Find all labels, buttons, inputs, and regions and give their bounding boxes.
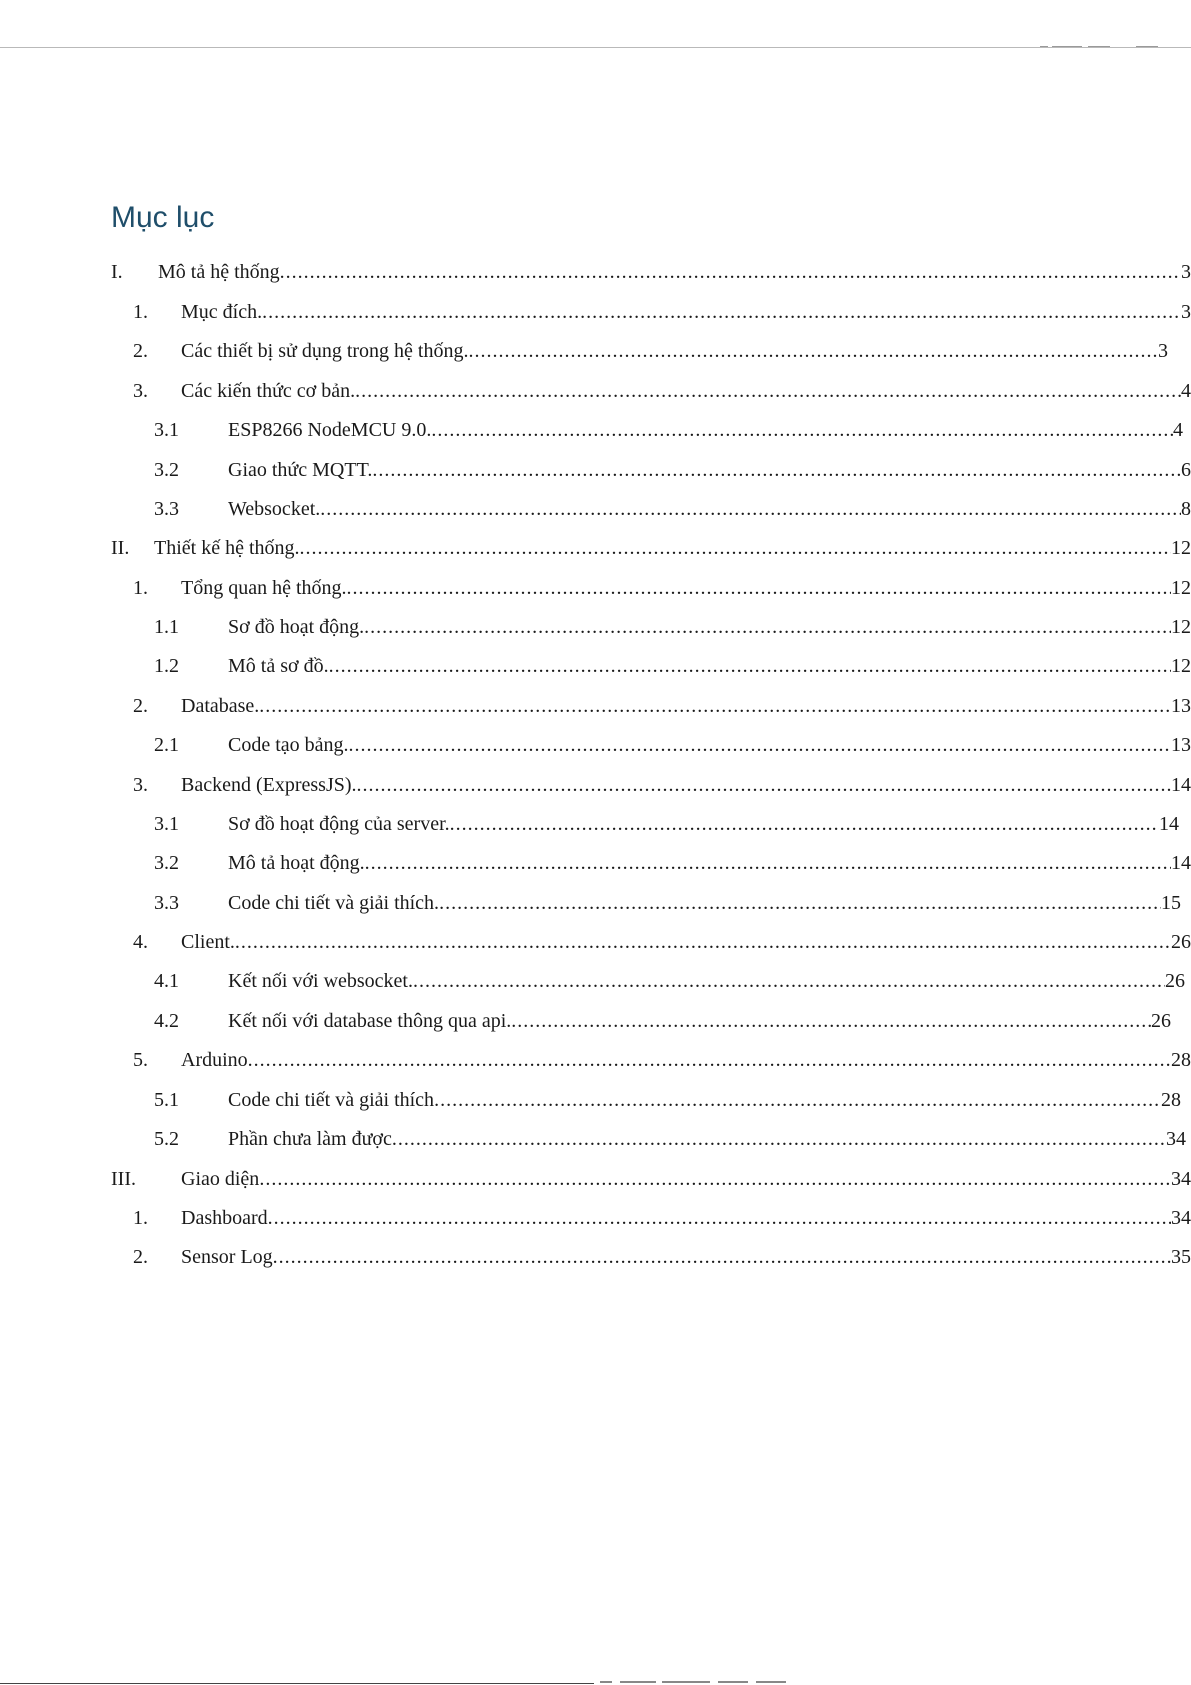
toc-page-number: 14 <box>1171 774 1191 796</box>
toc-number: 3.2 <box>154 459 179 481</box>
toc-leader <box>329 653 1171 679</box>
toc-number: 4.2 <box>154 1010 179 1032</box>
toc-label: Mục đích. <box>181 301 263 323</box>
toc-page-number: 26 <box>1171 931 1191 953</box>
toc-number: 2. <box>133 1246 148 1268</box>
toc-leader <box>262 299 1181 325</box>
toc-number: 3.3 <box>154 892 179 914</box>
toc-leader <box>357 772 1171 798</box>
toc-entry-2-3-3[interactable] <box>0 890 1191 916</box>
toc-number: 2.1 <box>154 734 179 756</box>
toc-number: 1.1 <box>154 616 179 638</box>
toc-page-number: 3 <box>1181 261 1191 283</box>
toc-entry-1-3[interactable] <box>0 378 1191 404</box>
toc-leader <box>372 457 1181 483</box>
toc-leader <box>300 535 1171 561</box>
toc-entry-1[interactable] <box>0 259 1191 285</box>
toc-leader <box>434 1087 1161 1113</box>
toc-leader <box>392 1126 1166 1152</box>
toc-page-number: 15 <box>1161 892 1181 914</box>
toc-leader <box>280 259 1181 285</box>
toc-entry-3-1[interactable] <box>0 1205 1191 1231</box>
toc-leader <box>450 811 1159 837</box>
toc-page-number: 3 <box>1158 340 1168 362</box>
toc-number: III. <box>111 1168 136 1190</box>
toc-page-number: 13 <box>1171 734 1191 756</box>
toc-number: II. <box>111 537 130 559</box>
toc-entry-1-3-3[interactable] <box>0 496 1191 522</box>
toc-entry-2-2[interactable] <box>0 693 1191 719</box>
toc-page-number: 28 <box>1171 1049 1191 1071</box>
toc-number: 4.1 <box>154 970 179 992</box>
toc-page-number: 34 <box>1166 1128 1186 1150</box>
toc-label: Giao diện <box>181 1168 260 1190</box>
page-footer-marks <box>600 1681 800 1684</box>
toc-entry-2-4-1[interactable] <box>0 968 1191 994</box>
toc-page-number: 8 <box>1181 498 1191 520</box>
toc-leader <box>439 890 1161 916</box>
toc-leader <box>431 417 1173 443</box>
toc-label: Các kiến thức cơ bản. <box>181 380 356 402</box>
toc-page-number: 35 <box>1171 1246 1191 1268</box>
toc-label: Mô tả hoạt động. <box>228 852 365 874</box>
toc-label: Dashboard <box>181 1207 268 1229</box>
toc-entry-3-2[interactable] <box>0 1244 1191 1270</box>
toc-leader <box>320 496 1181 522</box>
toc-label: Database. <box>181 695 260 717</box>
toc-number: 5.2 <box>154 1128 179 1150</box>
toc-page-number: 13 <box>1171 695 1191 717</box>
toc-number: 1. <box>133 1207 148 1229</box>
toc-label: Các thiết bị sử dụng trong hệ thống. <box>181 340 469 362</box>
toc-number: 3.1 <box>154 813 179 835</box>
toc-number: 5.1 <box>154 1089 179 1111</box>
toc-entry-1-3-1[interactable] <box>0 417 1191 443</box>
toc-page-number: 26 <box>1151 1010 1171 1032</box>
toc-heading: Mục lục <box>111 201 215 234</box>
toc-leader <box>268 1205 1171 1231</box>
toc-page-number: 3 <box>1181 301 1191 323</box>
toc-leader <box>273 1244 1171 1270</box>
toc-label: Code chi tiết và giải thích <box>228 1089 435 1111</box>
toc-entry-2-1[interactable] <box>0 575 1191 601</box>
toc-label: Code tạo bảng. <box>228 734 349 756</box>
toc-entry-2-5-2[interactable] <box>0 1126 1191 1152</box>
toc-entry-2-2-1[interactable] <box>0 732 1191 758</box>
toc-label: Websocket. <box>228 498 321 520</box>
toc-label: Sơ đồ hoạt động của server. <box>228 813 450 835</box>
toc-page-number: 28 <box>1161 1089 1181 1111</box>
toc-label: Code chi tiết và giải thích. <box>228 892 440 914</box>
toc-entry-2-4[interactable] <box>0 929 1191 955</box>
toc-number: 3. <box>133 380 148 402</box>
toc-leader <box>259 1166 1171 1192</box>
toc-label: Mô tả hệ thống <box>158 261 280 283</box>
toc-label: Sơ đồ hoạt động. <box>228 616 365 638</box>
toc-label: Arduino <box>181 1049 248 1071</box>
toc-leader <box>511 1008 1151 1034</box>
toc-entry-2-4-2[interactable] <box>0 1008 1191 1034</box>
toc-number: I. <box>111 261 123 283</box>
toc-entry-2-1-2[interactable] <box>0 653 1191 679</box>
toc-number: 3. <box>133 774 148 796</box>
toc-entry-2-3-2[interactable] <box>0 850 1191 876</box>
toc-page-number: 6 <box>1181 459 1191 481</box>
toc-label: ESP8266 NodeMCU 9.0. <box>228 419 432 441</box>
toc-page-number: 34 <box>1171 1168 1191 1190</box>
toc-entry-2-5-1[interactable] <box>0 1087 1191 1113</box>
toc-leader <box>347 575 1171 601</box>
toc-page-number: 12 <box>1171 577 1191 599</box>
toc-label: Backend (ExpressJS). <box>181 774 357 796</box>
toc-label: Kết nối với websocket. <box>228 970 413 992</box>
toc-page-number: 4 <box>1181 380 1191 402</box>
toc-leader <box>413 968 1165 994</box>
toc-page-number: 12 <box>1171 537 1191 559</box>
toc-page-number: 34 <box>1171 1207 1191 1229</box>
toc-page-number: 12 <box>1171 655 1191 677</box>
toc-leader <box>365 850 1171 876</box>
toc-leader <box>468 338 1158 364</box>
toc-entry-1-3-2[interactable] <box>0 457 1191 483</box>
toc-number: 5. <box>133 1049 148 1071</box>
toc-label: Phần chưa làm được <box>228 1128 392 1150</box>
toc-leader <box>235 929 1171 955</box>
toc-leader <box>259 693 1171 719</box>
toc-leader <box>355 378 1181 404</box>
toc-label: Sensor Log <box>181 1246 273 1268</box>
toc-page-number: 26 <box>1165 970 1185 992</box>
toc-number: 3.1 <box>154 419 179 441</box>
toc-entry-2-3-1[interactable] <box>0 811 1191 837</box>
toc-leader <box>248 1047 1171 1073</box>
page-footer-rule <box>0 1683 594 1684</box>
toc-page-number: 14 <box>1159 813 1179 835</box>
toc-entry-2[interactable] <box>0 535 1191 561</box>
toc-number: 3.3 <box>154 498 179 520</box>
toc-page-number: 14 <box>1171 852 1191 874</box>
toc-number: 2. <box>133 695 148 717</box>
toc-number: 1. <box>133 301 148 323</box>
toc-entry-2-3[interactable] <box>0 772 1191 798</box>
toc-entry-2-5[interactable] <box>0 1047 1191 1073</box>
toc-number: 1.2 <box>154 655 179 677</box>
toc-number: 2. <box>133 340 148 362</box>
toc-number: 1. <box>133 577 148 599</box>
toc-entry-1-2[interactable] <box>0 338 1191 364</box>
toc-entry-3[interactable] <box>0 1166 1191 1192</box>
toc-number: 3.2 <box>154 852 179 874</box>
toc-entry-2-1-1[interactable] <box>0 614 1191 640</box>
toc-entry-1-1[interactable] <box>0 299 1191 325</box>
toc-number: 4. <box>133 931 148 953</box>
toc-page-number: 12 <box>1171 616 1191 638</box>
toc-label: Tổng quan hệ thống. <box>181 577 347 599</box>
toc-label: Giao thức MQTT. <box>228 459 373 481</box>
toc-label: Client. <box>181 931 235 953</box>
toc-leader <box>364 614 1171 640</box>
toc-page-number: 4 <box>1173 419 1183 441</box>
toc-label: Thiết kế hệ thống. <box>154 537 300 559</box>
toc-label: Kết nối với database thông qua api. <box>228 1010 512 1032</box>
toc-leader <box>349 732 1171 758</box>
toc-label: Mô tả sơ đồ. <box>228 655 329 677</box>
